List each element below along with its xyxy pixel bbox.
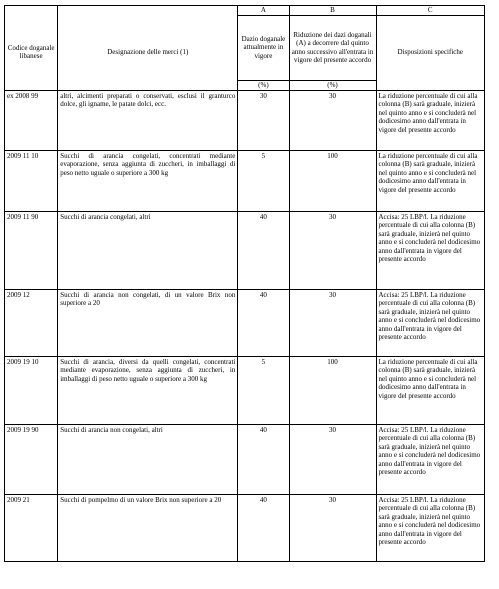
reduction-b: 30: [289, 211, 376, 289]
tariff-code: ex 2008 99: [5, 90, 58, 150]
reduction-b: 30: [289, 90, 376, 150]
reduction-b: 30: [289, 494, 376, 561]
goods-designation: altri, alcimenti preparati o conservati, esclusi il granturco dolce, gli igname, le patate dolci, ecc.: [58, 90, 238, 150]
tariff-code: 2009 11 90: [5, 211, 58, 289]
specific-provisions: La riduzione percentuale di cui alla colonna (B) sarà graduale, inizierà nel quinto anno e si concluderà nel dodicesimo anno dall'entrata in vigore del presente accordo: [376, 150, 485, 211]
duty-a: 5: [238, 150, 289, 211]
reduction-b: 100: [289, 356, 376, 424]
specific-provisions: La riduzione percentuale di cui alla colonna (B) sarà graduale, inizierà nel quinto anno e si concluderà nel dodicesimo anno dall'entrata in vigore del presente accordo: [376, 356, 485, 424]
reduction-b: 30: [289, 289, 376, 356]
tariff-code: 2009 21: [5, 494, 58, 561]
duty-a: 30: [238, 90, 289, 150]
table-row: [5, 150, 485, 211]
specific-provisions: Accisa: 25 LBP/l. La riduzione percentuale di cui alla colonna (B) sarà graduale, inizierà nel quinto anno e si concluderà nel dodicesimo anno dall'entrata in vigore del presente accordo: [376, 211, 485, 289]
reduction-b: 30: [289, 424, 376, 494]
letter-cell-code: [5, 6, 58, 16]
column-header-row: [5, 15, 485, 80]
unit-a: (%): [238, 80, 289, 90]
letter-cell-designation: [58, 6, 238, 16]
goods-designation: Succhi di arancia non congelati, altri: [58, 424, 238, 494]
specific-provisions: Accisa: 25 LBP/l. La riduzione percentuale di cui alla colonna (B) sarà graduale, inizierà nel quinto anno e si concluderà nel dodicesimo anno dall'entrata in vigore del presente accordo: [376, 494, 485, 561]
specific-provisions: Accisa: 25 LBP/l. La riduzione percentuale di cui alla colonna (B) sarà graduale, inizierà nel quinto anno e si concluderà nel dodicesimo anno dall'entrata in vigore del presente accordo: [376, 424, 485, 494]
table-row: [5, 211, 485, 289]
duty-a: 40: [238, 289, 289, 356]
specific-provisions: Accisa: 25 LBP/l. La riduzione percentuale di cui alla colonna (B) sarà graduale, inizierà nel quinto anno e si concluderà nel dodicesimo anno dall'entrata in vigore del presente accordo: [376, 289, 485, 356]
duty-a: 40: [238, 494, 289, 561]
specific-provisions: La riduzione percentuale di cui alla colonna (B) sarà graduale, inizierà nel quinto anno e si concluderà nel dodicesimo anno dall'entrata in vigore del presente accordo: [376, 90, 485, 150]
column-letter-b: B: [289, 6, 376, 16]
duty-a: 40: [238, 211, 289, 289]
header-c: Disposizioni specifiche: [376, 15, 485, 90]
goods-designation: Succhi di arancia congelati, concentrati mediante evaporazione, senza aggiunta di zuccheri, in imballaggi di peso netto uguale o superiore a 300 kg: [58, 150, 238, 211]
goods-designation: Succhi di pompelmo di un valore Brix non superiore a 20: [58, 494, 238, 561]
header-a: Dazio doganale attualmente in vigore: [238, 15, 289, 80]
table-row: [5, 494, 485, 561]
duty-a: 5: [238, 356, 289, 424]
tariff-table: [4, 5, 485, 562]
header-code: Codice doganale libanese: [5, 15, 58, 90]
reduction-b: 100: [289, 150, 376, 211]
table-row: [5, 90, 485, 150]
header-b: Riduzione dei dazi doganali (A) a decorrere dal quinto anno successivo all'entrata in vigore del presente accordo: [289, 15, 376, 80]
tariff-code: 2009 11 10: [5, 150, 58, 211]
duty-a: 40: [238, 424, 289, 494]
column-letter-c: C: [376, 6, 485, 16]
column-letter-a: A: [238, 6, 289, 16]
table-row: [5, 289, 485, 356]
table-row: [5, 424, 485, 494]
goods-designation: Succhi di arancia non congelati, di un valore Brix non superiore a 20: [58, 289, 238, 356]
unit-b: (%): [289, 80, 376, 90]
goods-designation: Succhi di arancia congelati, altri: [58, 211, 238, 289]
tariff-code: 2009 12: [5, 289, 58, 356]
tariff-code: 2009 19 10: [5, 356, 58, 424]
header-designation: Designazione delle merci (1): [58, 15, 238, 90]
tariff-code: 2009 19 90: [5, 424, 58, 494]
goods-designation: Succhi di arancia, diversi da quelli congelati, concentrati mediante evaporazione, senza aggiunta di zuccheri, in imballaggi di peso netto uguale o superiore a 300 kg: [58, 356, 238, 424]
column-letter-row: [5, 6, 485, 16]
table-row: [5, 356, 485, 424]
